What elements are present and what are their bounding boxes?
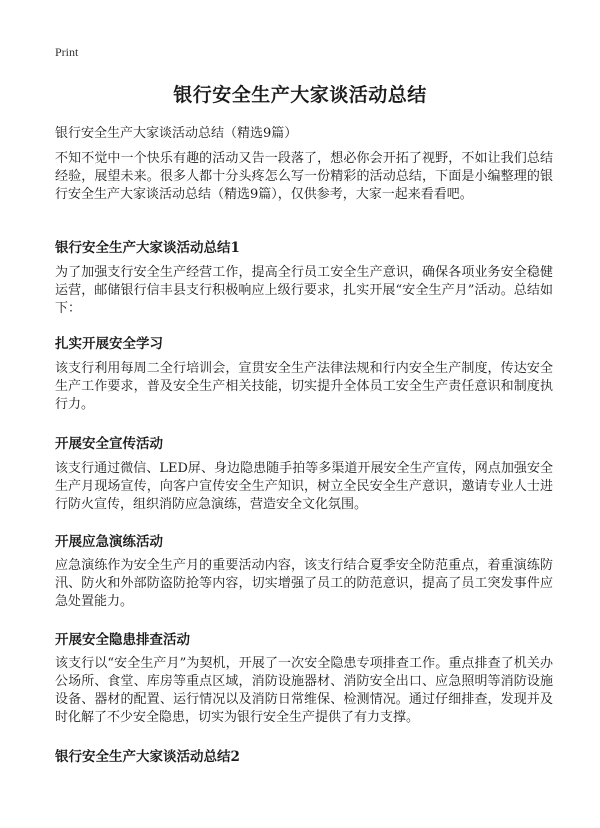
section-heading-2: 银行安全生产大家谈活动总结2 — [55, 749, 240, 765]
hazard-inspection-paragraph: 该支行以“安全生产月”为契机，开展了一次安全隐患专项排查工作。重点排查了机关办公场所、食堂、库房等重点区域，消防设施器材、消防安全出口、应急照明等消防设施设备、器材的配置、运行情况以及消防日常维保、检测情况。通过仔细排查，发现并及时化解了不少安全隐患，切实为银行安全生产提供了有力支撑。 — [55, 656, 553, 725]
print-label: Print — [55, 45, 79, 59]
safety-study-paragraph: 该支行利用每周二全行培训会，宣贯安全生产法律法规和行内安全生产制度，传达安全生产工作要求，普及安全生产相关技能，切实提升全体员工安全生产责任意识和制度执行力。 — [55, 361, 553, 412]
section-1-intro-paragraph: 为了加强支行安全生产经营工作，提高全行员工安全生产意识，确保各项业务安全稳健运营，邮储银行信丰县支行积极响应上级行要求，扎实开展“安全生产月”活动。总结如下： — [55, 265, 553, 316]
subheading-hazard-inspection: 开展安全隐患排查活动 — [55, 632, 190, 648]
subheading-safety-publicity: 开展安全宣传活动 — [55, 436, 163, 452]
safety-publicity-paragraph: 该支行通过微信、LED屏、身边隐患随手拍等多渠道开展安全生产宣传，网点加强安全生产月现场宣传，向客户宣传安全生产知识，树立全民安全生产意识，邀请专业人士进行防火宣传，组织消防应急演练，营造安全文化氛围。 — [55, 461, 553, 512]
subheading-safety-study: 扎实开展安全学习 — [55, 336, 163, 352]
emergency-drill-paragraph: 应急演练作为安全生产月的重要活动内容，该支行结合夏季安全防范重点，着重演练防汛、防火和外部防盗防抢等内容，切实增强了员工的防范意识，提高了员工突发事件应急处置能力。 — [55, 558, 553, 609]
document-subtitle: 银行安全生产大家谈活动总结（精选9篇） — [55, 126, 298, 141]
intro-paragraph: 不知不觉中一个快乐有趣的活动又告一段落了，想必你会开拓了视野，不如让我们总结经验，展望未来。很多人都十分头疼怎么写一份精彩的活动总结，下面是小编整理的银行安全生产大家谈活动总结（精选9篇），仅供参考，大家一起来看看吧。 — [55, 151, 553, 202]
section-heading-1: 银行安全生产大家谈活动总结1 — [55, 240, 240, 256]
subheading-emergency-drill: 开展应急演练活动 — [55, 534, 163, 550]
page-title: 银行安全生产大家谈活动总结 — [173, 84, 427, 106]
